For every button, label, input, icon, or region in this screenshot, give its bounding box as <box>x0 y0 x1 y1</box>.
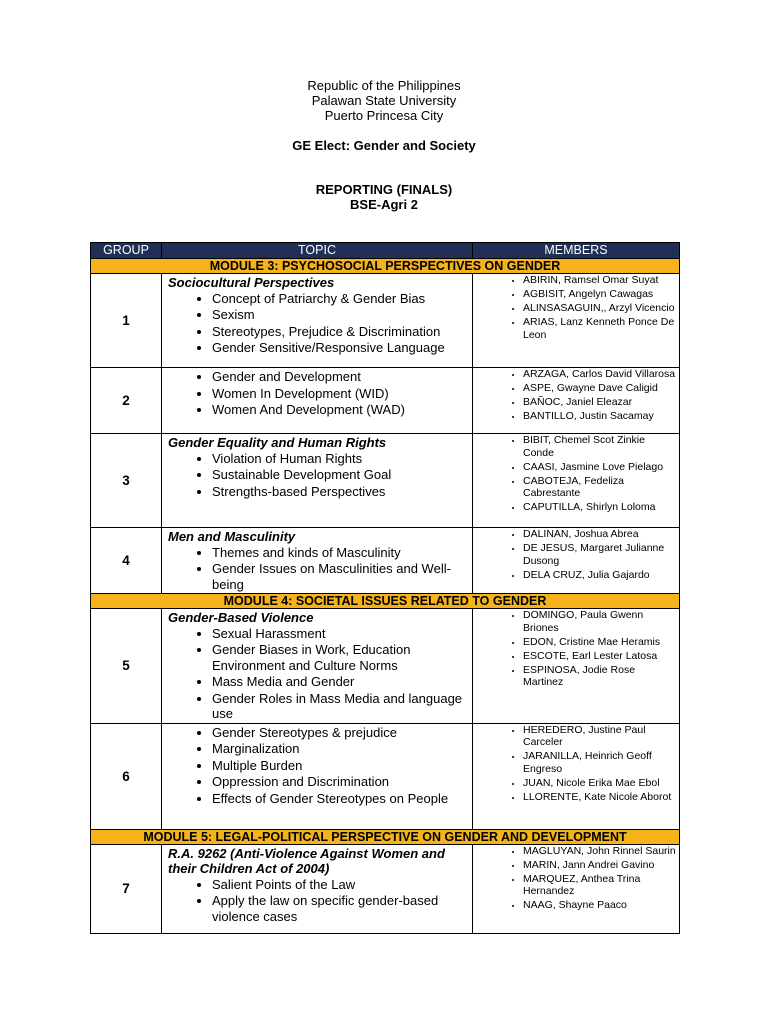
table-row <box>91 434 680 528</box>
members-list <box>503 845 677 912</box>
table-header-row <box>91 243 680 259</box>
topic-item: • Gender Stereotypes & prejudice <box>212 725 468 741</box>
topic-title: R.A. 9262 (Anti-Violence Against Women and their Children Act of 2004) <box>168 845 445 876</box>
header-city: Puerto Princesa City <box>324 108 444 123</box>
module-banner: MODULE 5: LEGAL-POLITICAL PERSPECTIVE ON GENDER AND DEVELOPMENT <box>91 829 680 844</box>
table-row <box>91 844 680 933</box>
topic-item: • Gender Biases in Work, Education Environment and Culture Norms <box>212 642 468 673</box>
topic-item: • Gender Roles in Mass Media and language use <box>212 691 468 722</box>
member-name: • CAPUTILLA, Shirlyn Loloma <box>523 501 677 514</box>
member-name: • BAÑOC, Janiel Eleazar <box>523 396 677 409</box>
module-banner: MODULE 4: SOCIETAL ISSUES RELATED TO GENDER <box>91 594 680 609</box>
members-cell <box>473 723 680 829</box>
member-name: • DELA CRUZ, Julia Gajardo <box>523 569 677 582</box>
topic-list <box>168 451 468 500</box>
group-number: 5 <box>91 609 162 724</box>
group-number: 6 <box>91 723 162 829</box>
topic-item: • Apply the law on specific gender-based violence cases <box>212 893 468 924</box>
member-name: • ASPE, Gwayne Dave Caligid <box>523 382 677 395</box>
topic-item: • Stereotypes, Prejudice & Discrimination <box>212 324 468 340</box>
topic-cell <box>162 609 473 724</box>
member-name: • HEREDERO, Justine Paul Carceler <box>523 724 677 749</box>
members-list <box>503 368 677 423</box>
reporting-table-body <box>91 243 680 934</box>
member-name: • DE JESUS, Margaret Julianne Dusong <box>523 542 677 567</box>
members-cell <box>473 528 680 594</box>
member-name: • EDON, Cristine Mae Heramis <box>523 636 677 649</box>
reporting-title: REPORTING (FINALS) <box>315 182 453 197</box>
member-name: • CAASI, Jasmine Love Pielago <box>523 461 677 474</box>
member-name: • JARANILLA, Heinrich Geoff Engreso <box>523 750 677 775</box>
topic-list <box>168 291 468 356</box>
members-cell <box>473 844 680 933</box>
topic-item: • Oppression and Discrimination <box>212 774 468 790</box>
topic-item: • Violation of Human Rights <box>212 451 468 467</box>
topic-item: • Women In Development (WID) <box>212 386 468 402</box>
members-list <box>503 528 677 581</box>
members-list <box>503 274 677 341</box>
topic-item: • Sexual Harassment <box>212 626 468 642</box>
members-cell <box>473 274 680 368</box>
table-row <box>91 274 680 368</box>
table-row <box>91 368 680 434</box>
module-banner: MODULE 3: PSYCHOSOCIAL PERSPECTIVES ON GENDER <box>91 259 680 274</box>
topic-list <box>168 725 468 807</box>
topic-list <box>168 626 468 722</box>
member-name: • BIBIT, Chemel Scot Zinkie Conde <box>523 434 677 459</box>
topic-list <box>168 877 468 925</box>
column-header-topic: TOPIC <box>162 243 473 259</box>
topic-item: • Salient Points of the Law <box>212 877 468 893</box>
group-number: 3 <box>91 434 162 528</box>
header-republic: Republic of the Philippines <box>307 78 461 93</box>
topic-item: • Women And Development (WAD) <box>212 402 468 418</box>
member-name: • JUAN, Nicole Erika Mae Ebol <box>523 777 677 790</box>
topic-title: Gender Equality and Human Rights <box>168 435 387 450</box>
table-row <box>91 609 680 724</box>
reporting-table <box>90 242 680 934</box>
member-name: • ESCOTE, Earl Lester Latosa <box>523 650 677 663</box>
section-title: BSE-Agri 2 <box>350 197 418 212</box>
topic-cell <box>162 274 473 368</box>
topic-title: Sociocultural Perspectives <box>168 275 335 290</box>
topic-cell <box>162 434 473 528</box>
member-name: • ARIAS, Lanz Kenneth Ponce De Leon <box>523 316 677 341</box>
topic-list <box>168 369 468 418</box>
member-name: • ARZAGA, Carlos David Villarosa <box>523 368 677 381</box>
topic-item: • Marginalization <box>212 741 468 757</box>
topic-item: • Multiple Burden <box>212 758 468 774</box>
topic-cell <box>162 368 473 434</box>
member-name: • CABOTEJA, Fedeliza Cabrestante <box>523 475 677 500</box>
table-row <box>91 528 680 594</box>
topic-item: • Gender Sensitive/Responsive Language <box>212 340 468 356</box>
topic-item: • Gender Issues on Masculinities and Well-being <box>212 561 468 592</box>
member-name: • ALINSASAGUIN,, Arzyl Vicencio <box>523 302 677 315</box>
topic-item: • Strengths-based Perspectives <box>212 484 468 500</box>
module-row <box>91 259 680 274</box>
member-name: • DALINAN, Joshua Abrea <box>523 528 677 541</box>
member-name: • DOMINGO, Paula Gwenn Briones <box>523 609 677 634</box>
member-name: • LLORENTE, Kate Nicole Aborot <box>523 791 677 804</box>
topic-item: • Themes and kinds of Masculinity <box>212 545 468 561</box>
topic-cell <box>162 723 473 829</box>
members-list <box>503 609 677 689</box>
topic-item: • Effects of Gender Stereotypes on People <box>212 791 468 807</box>
member-name: • ABIRIN, Ramsel Omar Suyat <box>523 274 677 287</box>
members-cell <box>473 609 680 724</box>
topic-item: • Mass Media and Gender <box>212 674 468 690</box>
member-name: • ESPINOSA, Jodie Rose Martinez <box>523 664 677 689</box>
member-name: • AGBISIT, Angelyn Cawagas <box>523 288 677 301</box>
members-list <box>503 434 677 514</box>
member-name: • MARQUEZ, Anthea Trina Hernandez <box>523 873 677 898</box>
course-title: GE Elect: Gender and Society <box>292 138 476 153</box>
module-row <box>91 829 680 844</box>
member-name: • MAGLUYAN, John Rinnel Saurin <box>523 845 677 858</box>
group-number: 1 <box>91 274 162 368</box>
topic-title: Men and Masculinity <box>168 529 296 544</box>
header-university: Palawan State University <box>311 93 457 108</box>
member-name: • MARIN, Jann Andrei Gavino <box>523 859 677 872</box>
topic-item: • Gender and Development <box>212 369 468 385</box>
column-header-group: GROUP <box>91 243 162 259</box>
column-header-members: MEMBERS <box>473 243 680 259</box>
topic-cell <box>162 528 473 594</box>
topic-item: • Concept of Patriarchy & Gender Bias <box>212 291 468 307</box>
table-row <box>91 723 680 829</box>
topic-item: • Sexism <box>212 307 468 323</box>
members-cell <box>473 434 680 528</box>
member-name: • NAAG, Shayne Paaco <box>523 899 677 912</box>
module-row <box>91 594 680 609</box>
group-number: 4 <box>91 528 162 594</box>
topic-item: • Sustainable Development Goal <box>212 467 468 483</box>
topic-list <box>168 545 468 593</box>
member-name: • BANTILLO, Justin Sacamay <box>523 410 677 423</box>
group-number: 7 <box>91 844 162 933</box>
members-cell <box>473 368 680 434</box>
group-number: 2 <box>91 368 162 434</box>
topic-title: Gender-Based Violence <box>168 610 314 625</box>
members-list <box>503 724 677 804</box>
topic-cell <box>162 844 473 933</box>
